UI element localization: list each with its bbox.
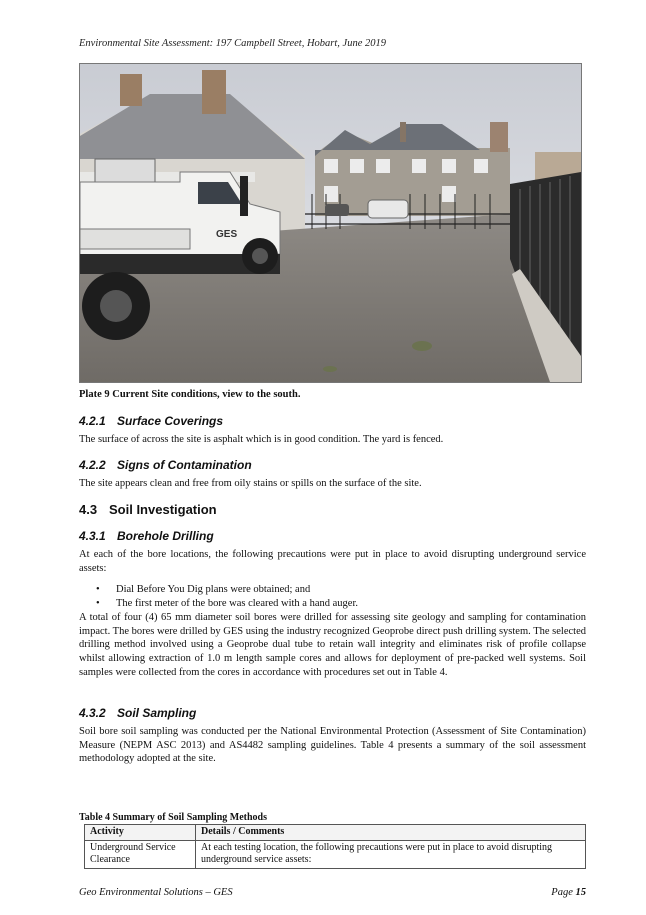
section-4-2-2-heading: 4.2.2 Signs of Contamination xyxy=(79,458,252,472)
footer-page-number: Page 15 xyxy=(551,887,586,898)
table-caption: Table 4 Summary of Soil Sampling Methods xyxy=(79,812,267,823)
section-4-2-2-text: The site appears clean and free from oily stains or spills on the surface of the site. xyxy=(79,478,422,489)
section-4-3-heading: 4.3 Soil Investigation xyxy=(79,502,217,517)
section-4-3-1-heading: 4.3.1 Borehole Drilling xyxy=(79,529,214,543)
section-4-3-2-heading: 4.3.2 Soil Sampling xyxy=(79,706,197,720)
soil-sampling-table xyxy=(84,824,586,869)
site-photo-illustration xyxy=(80,64,581,382)
section-4-3-2-text: Soil bore soil sampling was conducted per the National Environmental Protection (Assessment of Site Contamination) Measure (NEPM ASC 2013) and AS4482 sampling guidelines. Table 4 presents a summary of the soil assessment methodology adopted at the site. xyxy=(79,726,586,765)
bullet-item: • Dial Before You Dig plans were obtained; and xyxy=(96,584,311,595)
table-row xyxy=(85,840,586,868)
table-header-row xyxy=(85,825,586,841)
section-4-3-1-body: A total of four (4) 65 mm diameter soil bores were drilled for assessing site geology and sampling for contamination impact. The bores were drilled by GES using the industry recognized Geoprobe direct push drilling system. The selected drilling method involved using a Geoprobe dual tube to retain wall integrity and eliminates risk of profile collapse whilst allowing extraction of 1.0 m length sample cores and allows for deployment of pre-packed well systems. Soil samples were collected from the cores in accordance with procedures set out in Table 4. xyxy=(79,612,586,678)
table-header-details: Details / Comments xyxy=(196,825,586,841)
table-cell-activity: Underground Service Clearance xyxy=(85,840,196,868)
page-header: Environmental Site Assessment: 197 Campbell Street, Hobart, June 2019 xyxy=(79,38,386,49)
ute-logo: GES xyxy=(216,229,238,240)
section-4-2-1-heading: 4.2.1 Surface Coverings xyxy=(79,414,224,428)
photo-caption: Plate 9 Current Site conditions, view to the south. xyxy=(79,389,301,400)
site-photo xyxy=(79,63,582,383)
footer-company: Geo Environmental Solutions – GES xyxy=(79,887,233,898)
section-4-2-1-text: The surface of across the site is asphalt which is in good condition. The yard is fenced. xyxy=(79,434,444,445)
table-header-activity: Activity xyxy=(85,825,196,841)
section-4-3-1-intro: At each of the bore locations, the following precautions were put in place to avoid disrupting underground service assets: xyxy=(79,549,586,574)
table-cell-details: At each testing location, the following precautions were put in place to avoid disrupting underground service assets: xyxy=(196,840,586,868)
bullet-item: • The first meter of the bore was cleared with a hand auger. xyxy=(96,598,358,609)
